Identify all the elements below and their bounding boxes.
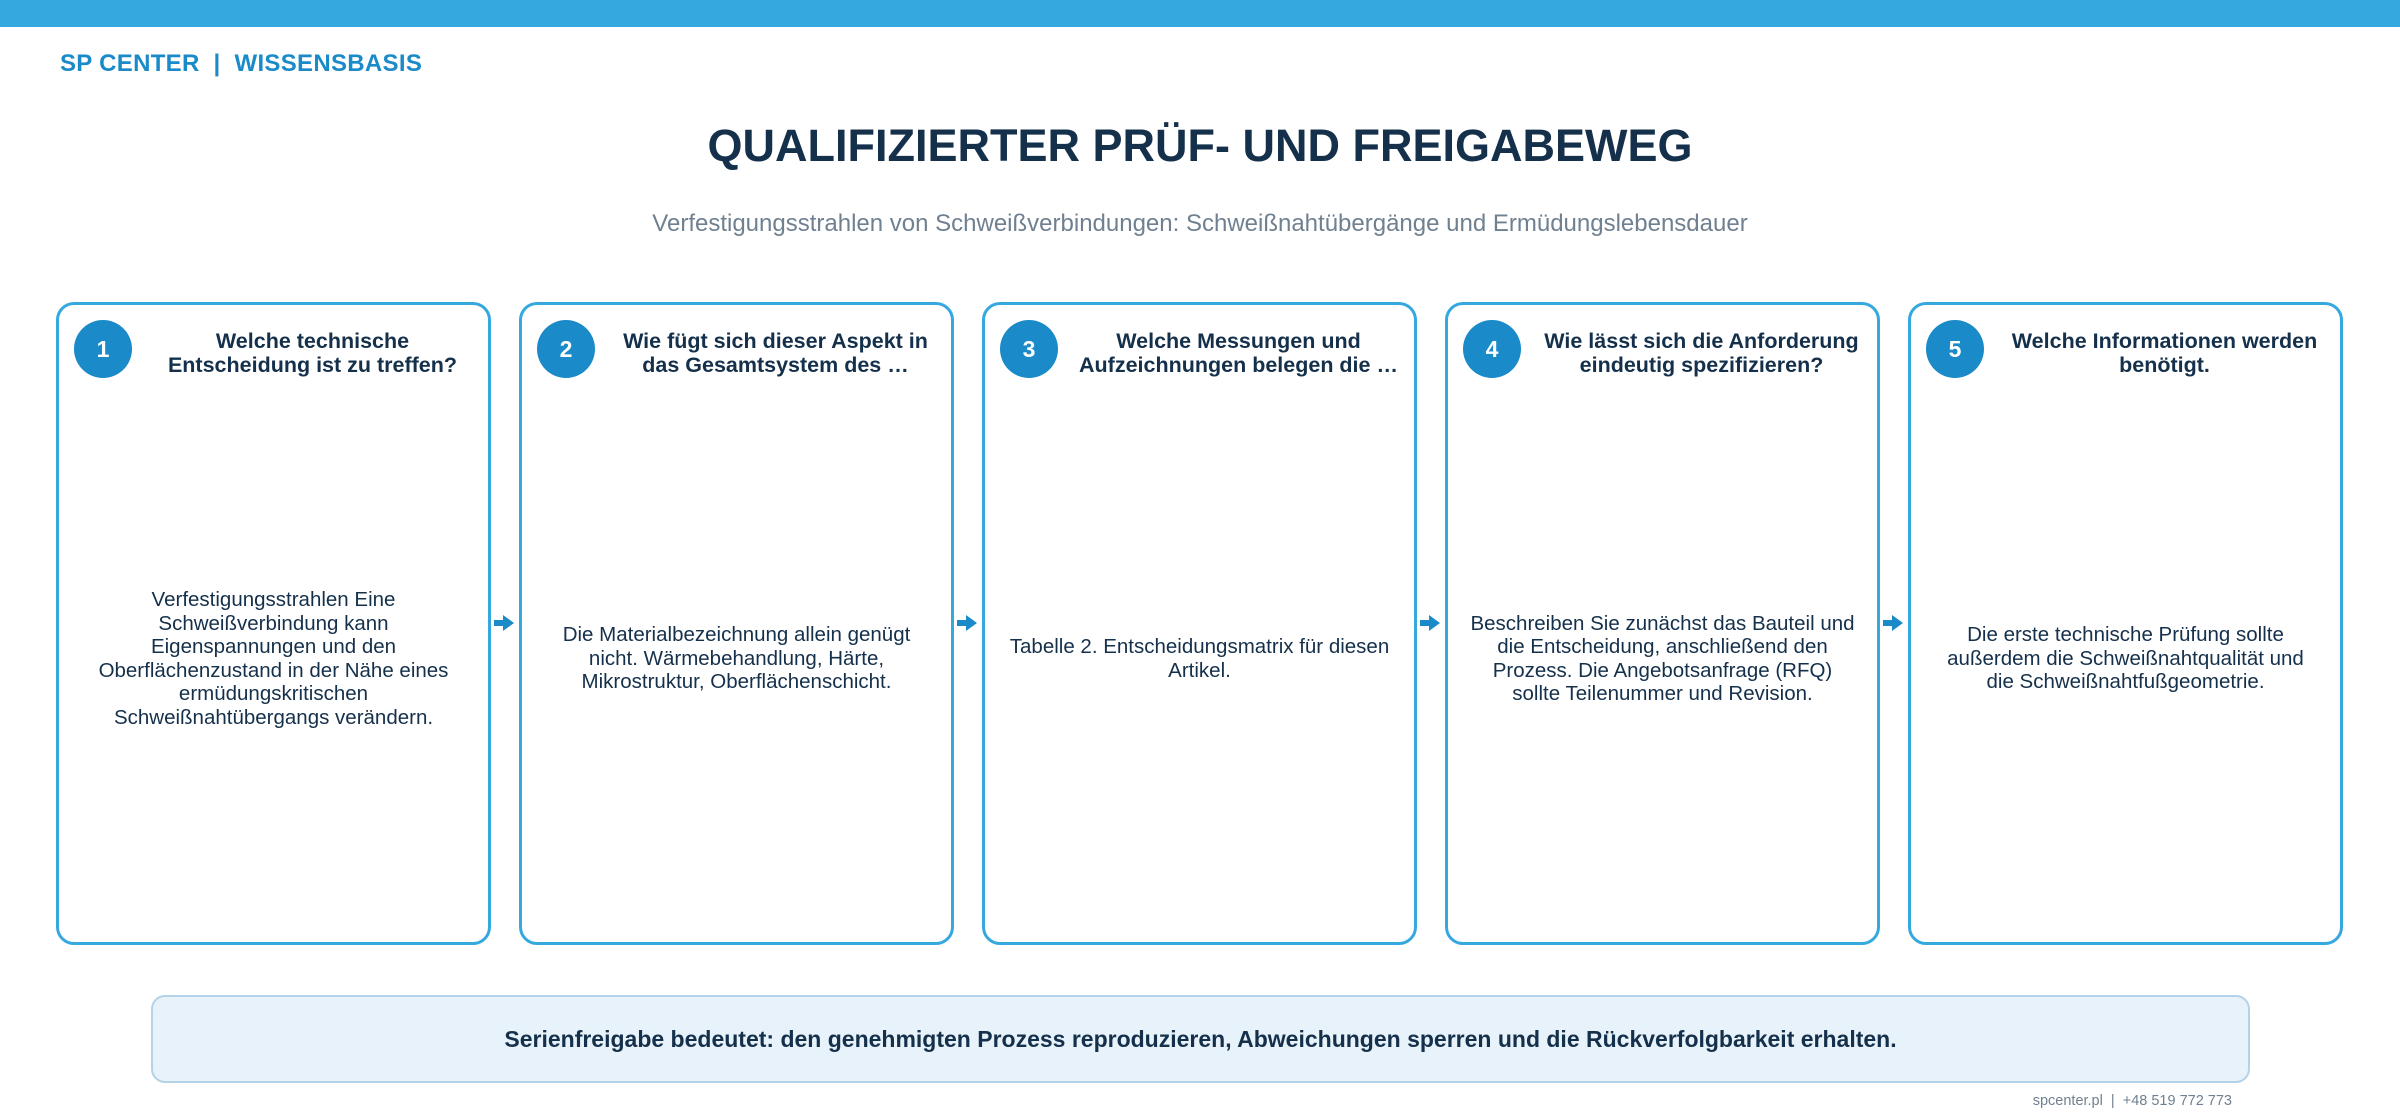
summary-statement: Serienfreigabe bedeutet: den genehmigten Prozess reproduzieren, Abweichungen sperren und die Rückverfolgbarkeit erhalten. [504, 1025, 1897, 1052]
step-body-text: Die Materialbezeichnung allein genügt nicht. Wärmebehandlung, Härte, Mikrostruktur, Oberflächenschicht. [562, 623, 911, 694]
step-number-badge: 4 [1463, 320, 1521, 378]
step-number-badge: 3 [1000, 320, 1058, 378]
step-body-text: Beschreiben Sie zunächst das Bauteil und die Entscheidung, anschließend den Prozess. Die Angebotsanfrage (RFQ) sollte Teilenummer und Revision. [1470, 611, 1855, 705]
step-card-5 [1908, 302, 2343, 945]
brand-label: SP CENTER | WISSENSBASIS [60, 50, 423, 77]
step-number-badge: 5 [1926, 320, 1984, 378]
step-body [544, 395, 929, 922]
step-card-2 [519, 302, 954, 945]
top-accent-bar [0, 0, 2400, 27]
step-title: Welche Messungen und Aufzeichnungen belegen die … [1079, 329, 1398, 377]
step-number-badge: 1 [74, 320, 132, 378]
step-body-text: Tabelle 2. Entscheidungsmatrix für diesen Artikel. [1009, 635, 1390, 682]
step-body [1007, 395, 1392, 922]
arrow-right-icon [1419, 612, 1441, 634]
step-body [1933, 395, 2318, 922]
step-body-text: Die erste technische Prüfung sollte außerdem die Schweißnahtqualität und die Schweißnahtfußgeometrie. [1947, 623, 2304, 694]
step-body [81, 395, 466, 922]
step-number-badge: 2 [537, 320, 595, 378]
step-body [1470, 395, 1855, 922]
arrow-right-icon [956, 612, 978, 634]
contact-info: spcenter.pl | +48 519 772 773 [2032, 1093, 2232, 1109]
step-title: Welche Informationen werden benötigt. [2011, 329, 2318, 377]
summary-banner [151, 995, 2250, 1083]
step-title: Wie lässt sich die Anforderung eindeutig spezifizieren? [1544, 329, 1859, 377]
step-body-text: Verfestigungsstrahlen Eine Schweißverbindung kann Eigenspannungen und den Oberflächenzustand in der Nähe eines ermüdungskritischen Schweißnahtübergangs verändern. [98, 588, 449, 729]
page-title: QUALIFIZIERTER PRÜF- UND FREIGABEWEG [707, 120, 1693, 171]
step-title: Wie fügt sich dieser Aspekt in das Gesamtsystem des … [623, 329, 928, 377]
arrow-right-icon [493, 612, 515, 634]
step-card-4 [1445, 302, 1880, 945]
step-card-3 [982, 302, 1417, 945]
step-title: Welche technische Entscheidung ist zu treffen? [167, 329, 458, 377]
step-card-1 [56, 302, 491, 945]
arrow-right-icon [1882, 612, 1904, 634]
page-subtitle: Verfestigungsstrahlen von Schweißverbindungen: Schweißnahtübergänge und Ermüdungslebensdauer [652, 210, 1748, 237]
